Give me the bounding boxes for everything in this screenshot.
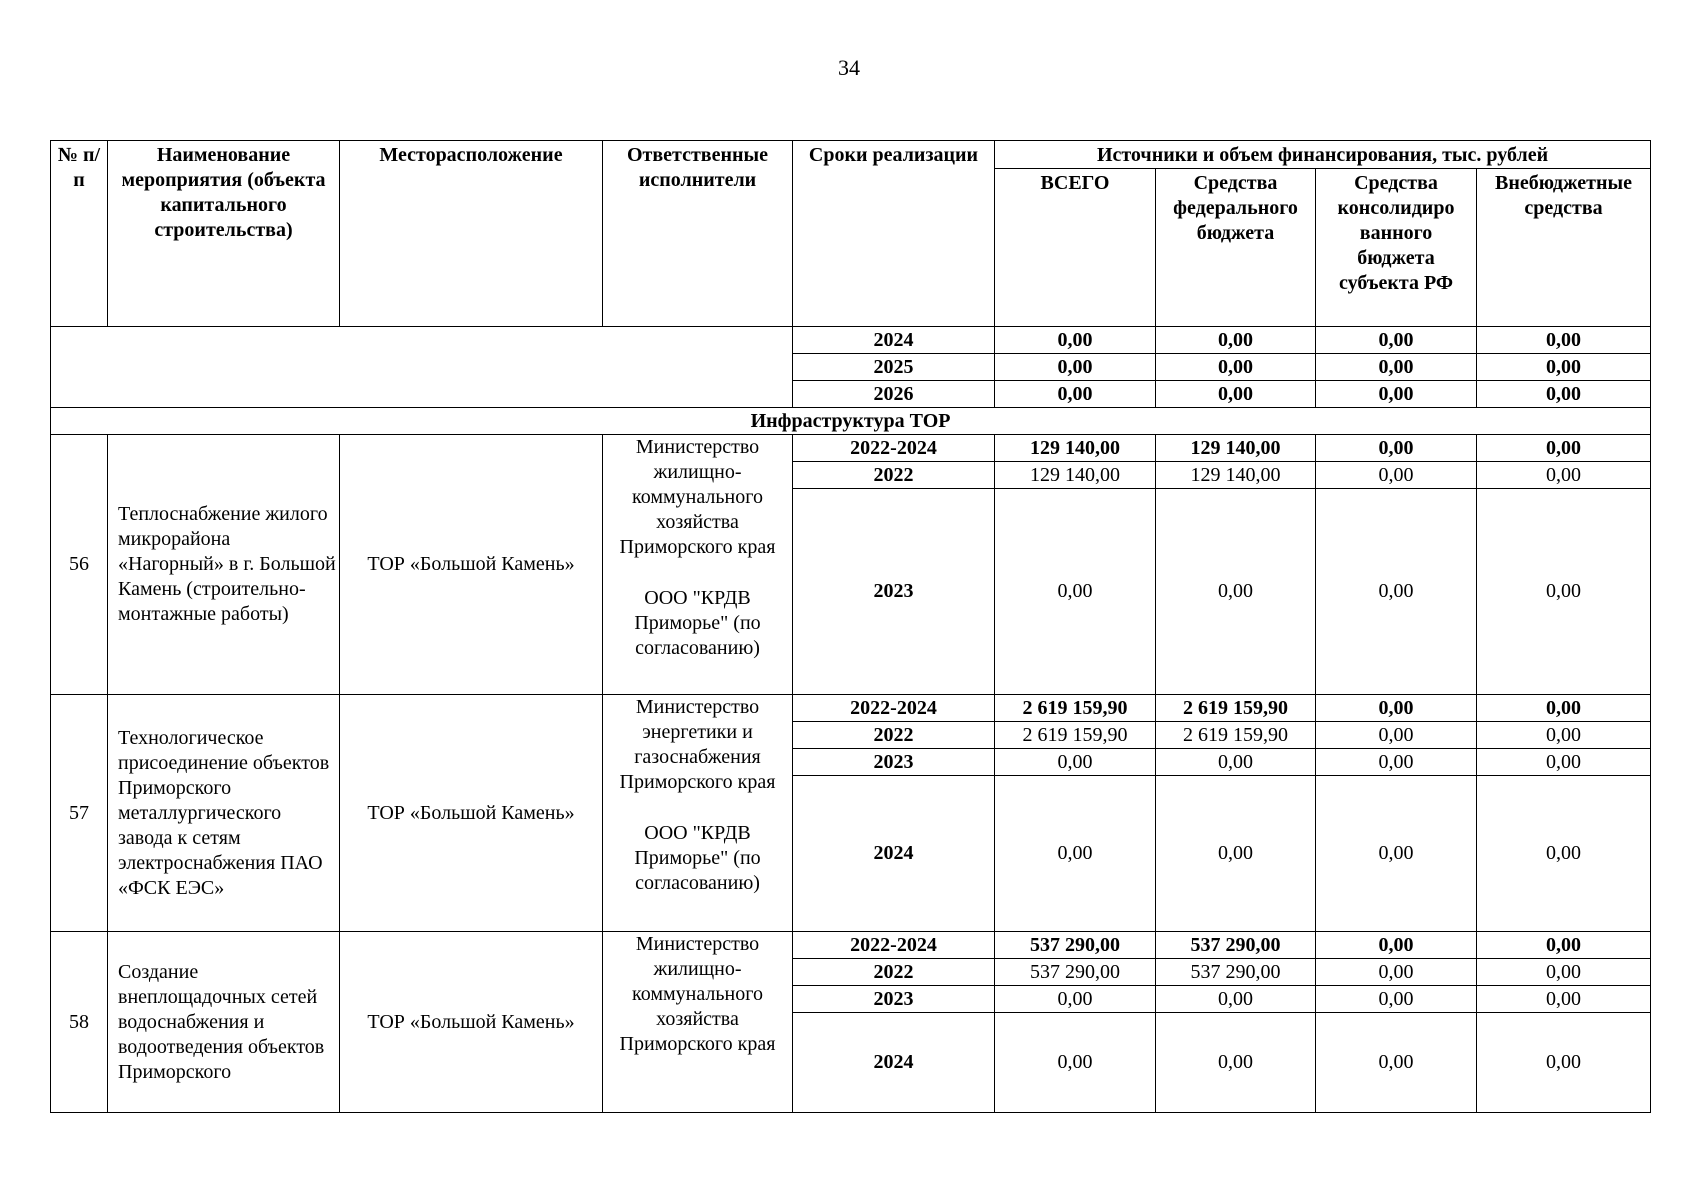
federal-cell: 0,00 xyxy=(1156,986,1316,1013)
regional-cell: 0,00 xyxy=(1316,1013,1477,1113)
total-cell: 0,00 xyxy=(995,354,1156,381)
extra-cell: 0,00 xyxy=(1477,381,1651,408)
year-cell: 2023 xyxy=(793,489,995,695)
year-cell: 2022 xyxy=(793,722,995,749)
regional-cell: 0,00 xyxy=(1316,932,1477,959)
table-row xyxy=(51,327,1651,354)
federal-cell: 0,00 xyxy=(1156,489,1316,695)
col-header-period: Сроки реализации xyxy=(793,141,995,327)
col-header-regional: Средства консолидиро ванного бюджета субъекта РФ xyxy=(1316,169,1477,327)
year-cell: 2024 xyxy=(793,1013,995,1113)
regional-cell: 0,00 xyxy=(1316,695,1477,722)
table-row xyxy=(51,932,1651,959)
col-header-location: Месторасположение xyxy=(340,141,603,327)
regional-cell: 0,00 xyxy=(1316,327,1477,354)
year-cell: 2023 xyxy=(793,749,995,776)
extra-cell: 0,00 xyxy=(1477,986,1651,1013)
total-cell: 0,00 xyxy=(995,489,1156,695)
col-header-executors: Ответственные исполнители xyxy=(603,141,793,327)
total-cell: 129 140,00 xyxy=(995,435,1156,462)
regional-cell: 0,00 xyxy=(1316,959,1477,986)
year-cell: 2024 xyxy=(793,327,995,354)
col-header-name: Наименование мероприятия (объекта капитального строительства) xyxy=(108,141,340,327)
page-number: 34 xyxy=(838,55,860,80)
regional-cell: 0,00 xyxy=(1316,722,1477,749)
year-cell: 2022 xyxy=(793,462,995,489)
extra-cell: 0,00 xyxy=(1477,776,1651,932)
total-cell: 0,00 xyxy=(995,327,1156,354)
federal-cell: 0,00 xyxy=(1156,381,1316,408)
executor-company: ООО "КРДВ Приморье" (по согласованию) xyxy=(634,587,761,659)
year-cell: 2022-2024 xyxy=(793,435,995,462)
item-executors xyxy=(603,695,793,932)
federal-cell: 0,00 xyxy=(1156,354,1316,381)
extra-cell: 0,00 xyxy=(1477,435,1651,462)
total-cell: 2 619 159,90 xyxy=(995,695,1156,722)
total-cell: 0,00 xyxy=(995,986,1156,1013)
federal-cell: 0,00 xyxy=(1156,327,1316,354)
item-location: ТОР «Большой Камень» xyxy=(340,932,603,1113)
regional-cell: 0,00 xyxy=(1316,354,1477,381)
col-header-extra: Внебюджетные средства xyxy=(1477,169,1651,327)
extra-cell: 0,00 xyxy=(1477,749,1651,776)
item-executors xyxy=(603,932,793,1113)
executor-company: ООО "КРДВ Приморье" (по согласованию) xyxy=(634,822,761,894)
executor-ministry: Министерство жилищно-коммунального хозяйства Приморского края xyxy=(619,933,776,1055)
federal-cell: 537 290,00 xyxy=(1156,959,1316,986)
regional-cell: 0,00 xyxy=(1316,986,1477,1013)
federal-cell: 2 619 159,90 xyxy=(1156,695,1316,722)
item-number: 56 xyxy=(51,435,108,695)
extra-cell: 0,00 xyxy=(1477,722,1651,749)
total-cell: 0,00 xyxy=(995,749,1156,776)
federal-cell: 537 290,00 xyxy=(1156,932,1316,959)
federal-cell: 2 619 159,90 xyxy=(1156,722,1316,749)
regional-cell: 0,00 xyxy=(1316,776,1477,932)
item-name: Теплоснабжение жилого микрорайона «Нагорный» в г. Большой Камень (строительно-монтажные работы) xyxy=(108,435,340,695)
item-executors xyxy=(603,435,793,695)
total-cell: 537 290,00 xyxy=(995,932,1156,959)
federal-cell: 0,00 xyxy=(1156,1013,1316,1113)
item-name: Создание внеплощадочных сетей водоснабжения и водоотведения объектов Приморского xyxy=(108,932,340,1113)
year-cell: 2022-2024 xyxy=(793,695,995,722)
col-header-total: ВСЕГО xyxy=(995,169,1156,327)
total-cell: 0,00 xyxy=(995,776,1156,932)
extra-cell: 0,00 xyxy=(1477,354,1651,381)
extra-cell: 0,00 xyxy=(1477,695,1651,722)
item-number: 57 xyxy=(51,695,108,932)
total-cell: 0,00 xyxy=(995,1013,1156,1113)
federal-cell: 0,00 xyxy=(1156,776,1316,932)
extra-cell: 0,00 xyxy=(1477,327,1651,354)
year-cell: 2022 xyxy=(793,959,995,986)
regional-cell: 0,00 xyxy=(1316,462,1477,489)
federal-cell: 129 140,00 xyxy=(1156,435,1316,462)
section-title: Инфраструктура ТОР xyxy=(51,408,1651,435)
total-cell: 0,00 xyxy=(995,381,1156,408)
regional-cell: 0,00 xyxy=(1316,435,1477,462)
col-header-num: № п/п xyxy=(51,141,108,327)
year-cell: 2025 xyxy=(793,354,995,381)
item-name: Технологическое присоединение объектов Приморского металлургического завода к сетям электроснабжения ПАО «ФСК ЕЭС» xyxy=(108,695,340,932)
table-row xyxy=(51,695,1651,722)
regional-cell: 0,00 xyxy=(1316,381,1477,408)
col-header-sources: Источники и объем финансирования, тыс. рублей xyxy=(995,141,1651,169)
year-cell: 2024 xyxy=(793,776,995,932)
extra-cell: 0,00 xyxy=(1477,932,1651,959)
year-cell: 2026 xyxy=(793,381,995,408)
executor-ministry: Министерство энергетики и газоснабжения Приморского края xyxy=(619,696,776,793)
empty-cell xyxy=(51,327,793,408)
year-cell: 2023 xyxy=(793,986,995,1013)
executor-ministry: Министерство жилищно-коммунального хозяйства Приморского края xyxy=(619,436,776,558)
federal-cell: 129 140,00 xyxy=(1156,462,1316,489)
table-row xyxy=(51,435,1651,462)
total-cell: 537 290,00 xyxy=(995,959,1156,986)
financing-table xyxy=(50,140,1651,1113)
extra-cell: 0,00 xyxy=(1477,959,1651,986)
item-location: ТОР «Большой Камень» xyxy=(340,435,603,695)
federal-cell: 0,00 xyxy=(1156,749,1316,776)
col-header-federal: Средства федерального бюджета xyxy=(1156,169,1316,327)
extra-cell: 0,00 xyxy=(1477,489,1651,695)
total-cell: 129 140,00 xyxy=(995,462,1156,489)
extra-cell: 0,00 xyxy=(1477,1013,1651,1113)
item-location: ТОР «Большой Камень» xyxy=(340,695,603,932)
year-cell: 2022-2024 xyxy=(793,932,995,959)
total-cell: 2 619 159,90 xyxy=(995,722,1156,749)
extra-cell: 0,00 xyxy=(1477,462,1651,489)
item-number: 58 xyxy=(51,932,108,1113)
regional-cell: 0,00 xyxy=(1316,489,1477,695)
regional-cell: 0,00 xyxy=(1316,749,1477,776)
